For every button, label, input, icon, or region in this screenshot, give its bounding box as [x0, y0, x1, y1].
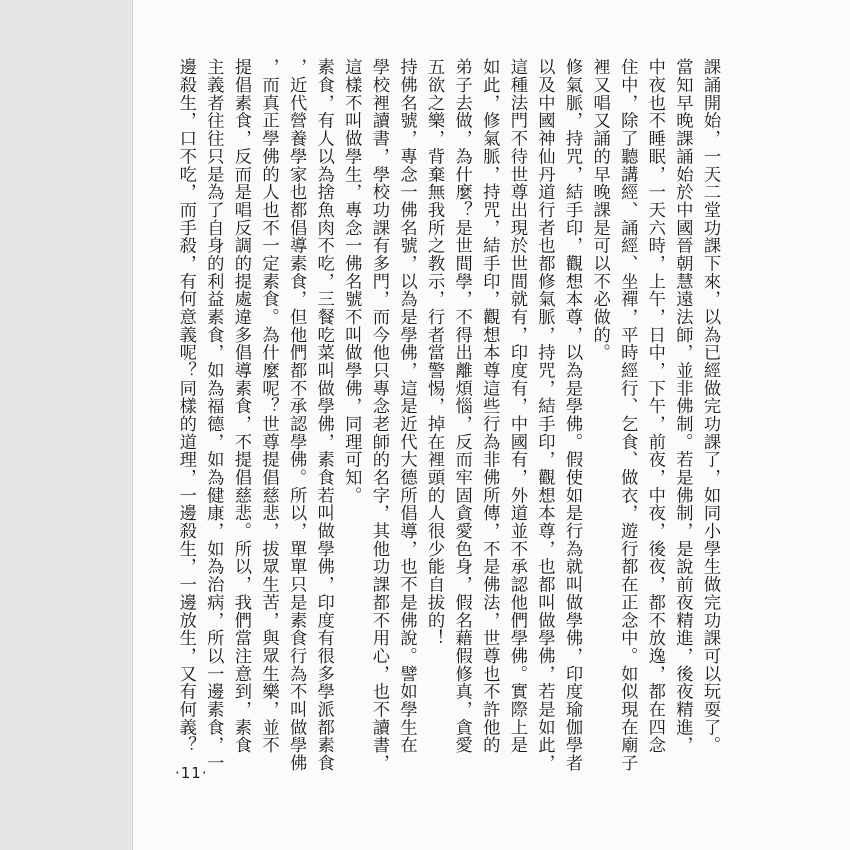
text-column: 學校裡讀書，學校功課有多門，而今他只專念老師的名字，其他功課都不用心，也不讀書，: [368, 58, 389, 772]
text-column: ，近代營養學家也都倡導素食，但他們都不承認學佛。所以，單單只是素食行為不叫做學佛: [286, 58, 307, 772]
text-column: 邊殺生，口不吃，而手殺，有何意義呢？同樣的道理，一邊殺生，一邊放生，又有何義？: [175, 58, 196, 754]
text-column: 這種法門不待世尊出現於世間就有，印度有，中國有，外道並不承認他們學佛。實際上是: [506, 58, 527, 754]
text-column: 住中，除了聽講經、誦經、坐禪，平時經行、乞食、做衣，遊行都在正念中。如似現在廟子: [617, 58, 638, 772]
text-column: 裡又唱又誦的早晚課是可以不必做的。: [589, 58, 610, 362]
text-column: 主義者往往只是為了自身的利益素食，如為福德，如為健康，如為治病，所以一邊素食，一: [203, 58, 224, 772]
page-number: ·11·: [175, 764, 208, 782]
text-column: 如此，修氣脈，持咒，結手印，觀想本尊這些行為非佛所傳，不是佛法，世尊也不許他的: [479, 58, 500, 754]
text-column: 中夜也不睡眠，一天六時，上午，日中，下午，前夜，中夜，後夜，都不放逸，都在四念: [644, 58, 665, 754]
text-column: 這樣不叫做學生，專念一佛名號不叫做學佛，同理可知。: [341, 58, 362, 504]
text-column: 提倡素食，反而是唱反調的提處違多倡導素食，不提倡慈悲。所以，我們當注意到，素食: [230, 58, 251, 754]
text-column: 持佛名號，專念一佛名號，以為是學佛，這是近代大德所倡導，也不是佛說。譬如學生在: [396, 58, 417, 754]
book-page: [133, 0, 850, 850]
text-column: 弟子去做，為什麼？是世間學，不得出離煩惱，反而牢固貪愛色身，假名藉假修真，貪愛: [451, 58, 472, 754]
text-column: 五欲之樂，背棄無我所之教示，行者當警惕，掉在裡頭的人很少能自拔的！: [424, 58, 445, 647]
text-column: 課誦開始，一天二堂功課下來，以為已經做完功課了，如同小學生做完功課可以玩耍了。: [700, 58, 720, 754]
text-column: 以及中國神仙丹道行者也都修氣脈，持咒，結手印，觀想本尊，也都叫做學佛，若是如此，: [534, 58, 555, 772]
vertical-text-body: [175, 58, 720, 772]
text-column: 當知早晚課誦始於中國晉朝慧遠法師，並非佛制。若是佛制，是說前夜精進，後夜精進，: [672, 58, 693, 754]
text-column: 修氣脈，持咒，結手印，觀想本尊，以為是學佛。假使如是行為就叫做學佛，印度瑜伽學者: [562, 58, 583, 772]
text-column: 素食，有人以為捨魚肉不吃，三餐吃菜叫做學佛，素食若叫做學佛，印度有很多學派都素食: [313, 58, 334, 772]
text-column: ，而真正學佛的人也不一定素食。為什麼呢？世尊提倡慈悲，拔眾生苦，與眾生樂，並不: [258, 58, 279, 754]
